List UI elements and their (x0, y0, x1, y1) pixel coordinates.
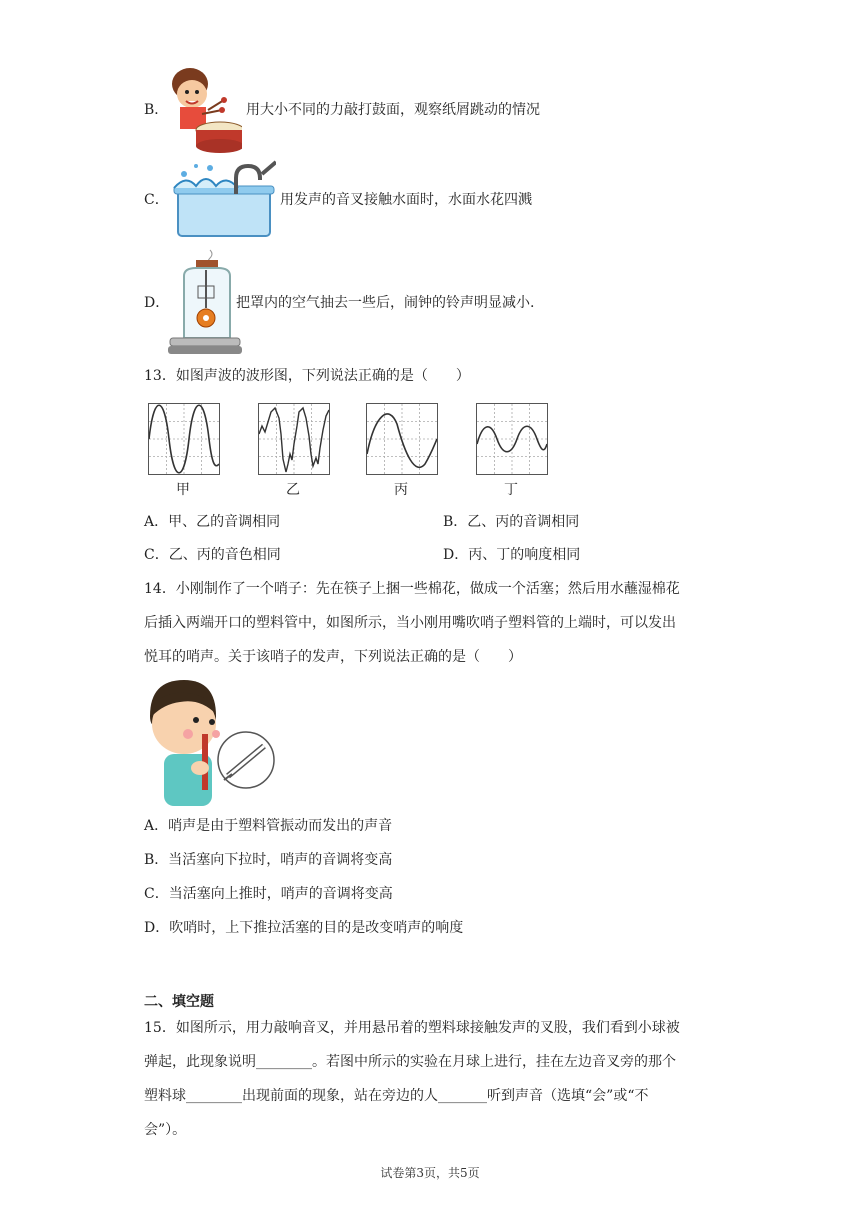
q12-option-b-text: 用大小不同的力敲打鼓面，观察纸屑跳动的情况 (246, 102, 540, 118)
q14-stem-line-2: 后插入两端开口的塑料管中，如图所示，当小刚用嘴吹哨子塑料管的上端时，可以发出 (144, 615, 676, 631)
q12-option-b-label: B． (144, 102, 169, 118)
q14-option-a: A．哨声是由于塑料管振动而发出的声音 (144, 818, 393, 834)
q12-option-d-label: D． (144, 295, 170, 311)
q13-stem: 13．如图声波的波形图，下列说法正确的是（ ） (144, 368, 470, 384)
q13-option-b: B．乙、丙的音调相同 (443, 514, 580, 530)
drum-boy-illustration (162, 62, 242, 156)
q14-option-d: D．吹哨时，上下推拉活塞的目的是改变哨声的响度 (144, 920, 464, 936)
q15-line-4: 会”）。 (144, 1122, 187, 1138)
q14-option-c: C．当活塞向上推时，哨声的音调将变高 (144, 886, 393, 902)
q14-stem-line-1: 14．小刚制作了一个哨子：先在筷子上捆一些棉花，做成一个活塞；然后用水蘸湿棉花 (144, 581, 680, 597)
q14-stem-line-3: 悦耳的哨声。关于该哨子的发声，下列说法正确的是（ ） (144, 649, 522, 665)
waveform-label-ding: 丁 (504, 482, 518, 498)
q14-option-b: B．当活塞向下拉时，哨声的音调将变高 (144, 852, 393, 868)
q15-line-3: 塑料球________出现前面的现象，站在旁边的人_______听到声音（选填“会”或“不 (144, 1088, 649, 1104)
waveform-bing (366, 403, 438, 475)
q15-line-1: 15．如图所示，用力敲响音叉，并用悬吊着的塑料球接触发声的叉股，我们看到小球被 (144, 1020, 680, 1036)
waveform-yi (258, 403, 330, 475)
q13-option-c: C．乙、丙的音色相同 (144, 547, 281, 563)
section-title-fill-blank: 二、填空题 (144, 994, 214, 1010)
waveform-label-bing: 丙 (394, 482, 408, 498)
waveform-label-yi: 乙 (286, 482, 300, 498)
bell-jar-illustration (166, 246, 242, 358)
page-footer: 试卷第3页，共5页 (380, 1166, 480, 1180)
q12-option-c-text: 用发声的音叉接触水面时，水面水花四溅 (280, 192, 532, 208)
tuning-fork-water-illustration (166, 160, 276, 240)
waveform-label-jia: 甲 (176, 482, 190, 498)
q15-line-2: 弹起，此现象说明________。若图中所示的实验在月球上进行，挂在左边音叉旁的那个 (144, 1054, 676, 1070)
waveform-jia (148, 403, 220, 475)
q13-option-a: A．甲、乙的音调相同 (144, 514, 281, 530)
waveform-ding (476, 403, 548, 475)
q12-option-c-label: C． (144, 192, 169, 208)
q12-option-d-text: 把罩内的空气抽去一些后，闹钟的铃声明显减小. (236, 295, 535, 311)
whistle-boy-illustration (140, 676, 280, 806)
q13-option-d: D．丙、丁的响度相同 (443, 547, 581, 563)
